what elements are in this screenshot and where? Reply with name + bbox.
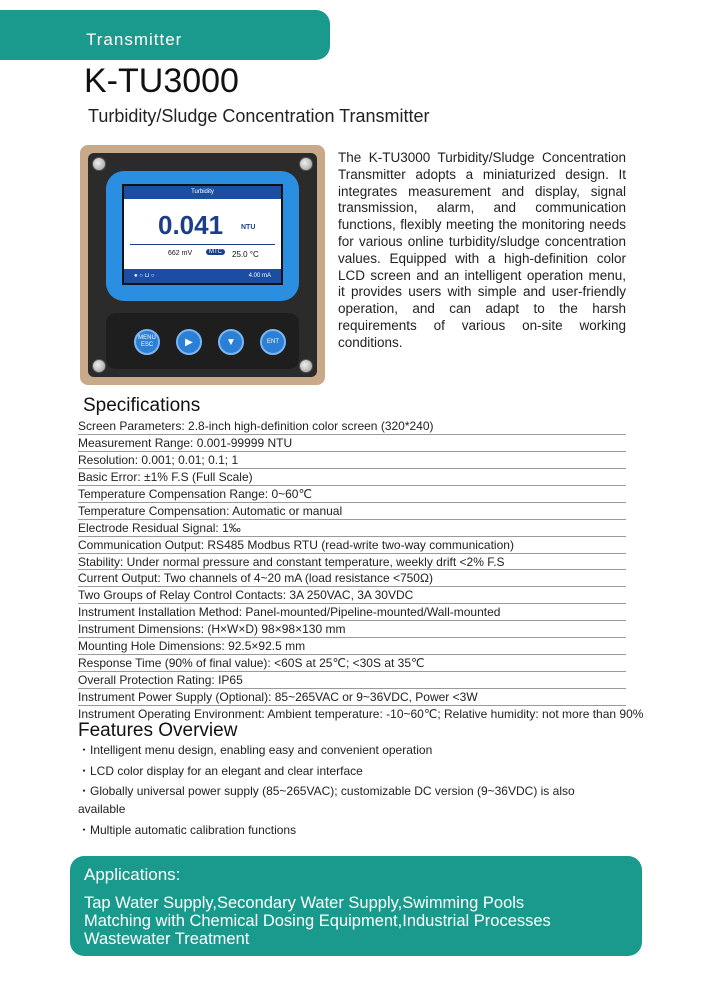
spec-item: Temperature Compensation Range: 0~60℃ [78, 486, 626, 503]
applications-line: Wastewater Treatment [84, 930, 250, 948]
applications-heading: Applications: [84, 865, 181, 884]
screw-icon [299, 359, 313, 373]
spec-item: Mounting Hole Dimensions: 92.5×92.5 mm [78, 638, 626, 655]
screw-icon [92, 157, 106, 171]
product-subtitle: Turbidity/Sludge Concentration Transmitter [88, 106, 430, 126]
feature-item: ・Globally universal power supply (85~265VAC); customizable DC version (9~36VDC) is also available [78, 784, 575, 816]
ent-key: ENT [260, 329, 286, 355]
relay-status-icon: ● ○ ⊔ ○ [134, 273, 155, 279]
spec-item: Basic Error: ±1% F.S (Full Scale) [78, 469, 626, 486]
applications-panel [70, 856, 642, 956]
keypad [106, 313, 299, 369]
spec-item: Communication Output: RS485 Modbus RTU (read-write two-way communication) [78, 537, 626, 554]
spec-item: Overall Protection Rating: IP65 [78, 672, 626, 689]
spec-item: Instrument Installation Method: Panel-mounted/Pipeline-mounted/Wall-mounted [78, 604, 626, 621]
features-heading: Features Overview [78, 720, 238, 741]
lcd-divider [130, 244, 275, 245]
lcd-title: Turbidity [124, 186, 281, 199]
screen-bezel [106, 171, 299, 301]
model-title: K-TU3000 [84, 62, 239, 100]
spec-item: Electrode Residual Signal: 1‰ [78, 520, 626, 537]
lcd-millivolts: 662 mV [168, 250, 193, 257]
device-image [80, 145, 325, 385]
spec-item: Instrument Dimensions: (H×W×D) 98×98×130 mm [78, 621, 626, 638]
applications-line: Matching with Chemical Dosing Equipment,Industrial Processes [84, 912, 551, 930]
spec-item: Response Time (90% of final value): <60S at 25℃; <30S at 35℃ [78, 655, 626, 672]
spec-item: Instrument Operating Environment: Ambient temperature: -10~60℃; Relative humidity: not more than 90% [78, 706, 644, 721]
menu-esc-key: MENU ESC [134, 329, 160, 355]
specifications-heading: Specifications [83, 395, 201, 416]
spec-item: Current Output: Two channels of 4~20 mA (load resistance <750Ω) [78, 570, 626, 587]
section-tab-label: Transmitter [86, 30, 183, 49]
lcd-unit: NTU [241, 224, 256, 231]
lcd-temperature: 25.0 °C [232, 250, 259, 259]
spec-item: Temperature Compensation: Automatic or manual [78, 503, 626, 520]
device-housing [88, 153, 317, 377]
spec-item: Resolution: 0.001; 0.01; 0.1; 1 [78, 452, 626, 469]
spec-item: Measurement Range: 0.001-99999 NTU [78, 435, 626, 452]
lcd-reading: 0.041 [158, 210, 224, 240]
screw-icon [92, 359, 106, 373]
lcd-screen [122, 184, 283, 285]
spec-item: Stability: Under normal pressure and constant temperature, weekly drift <2% F.S [78, 554, 626, 571]
feature-item: ・Intelligent menu design, enabling easy and convenient operation [78, 743, 433, 757]
product-description: The K-TU3000 Turbidity/Sludge Concentration Transmitter adopts a miniaturized design. It integrates measurement and display, signal transmission, alarm, and communication functions, flexibly meeting the monitoring needs for various online turbidity/sludge concentration values. Equipped with a high-definition color LCD screen and an intelligent operation menu, it provides users with simple and user-friendly operation, and can adapt to the harsh requirements of various on-site working conditions. [338, 150, 626, 350]
spec-item: Two Groups of Relay Control Contacts: 3A 250VAC, 3A 30VDC [78, 587, 626, 604]
lcd-current: 4.00 mA [248, 273, 271, 279]
feature-item: ・Multiple automatic calibration functions [78, 823, 297, 837]
mtc-badge: MTC [206, 249, 225, 255]
specifications-list [78, 418, 678, 723]
spec-item: Screen Parameters: 2.8-inch high-definition color screen (320*240) [78, 418, 626, 435]
spec-item: Instrument Power Supply (Optional): 85~265VAC or 9~36VDC, Power <3W [78, 689, 626, 706]
feature-item: ・LCD color display for an elegant and clear interface [78, 764, 363, 778]
lcd-status-bar [124, 269, 281, 283]
screw-icon [299, 157, 313, 171]
right-arrow-key-icon: ▶ [176, 329, 202, 355]
applications-line: Tap Water Supply,Secondary Water Supply,Swimming Pools [84, 894, 525, 912]
down-arrow-key-icon: ▼ [218, 329, 244, 355]
section-tab [0, 10, 330, 60]
